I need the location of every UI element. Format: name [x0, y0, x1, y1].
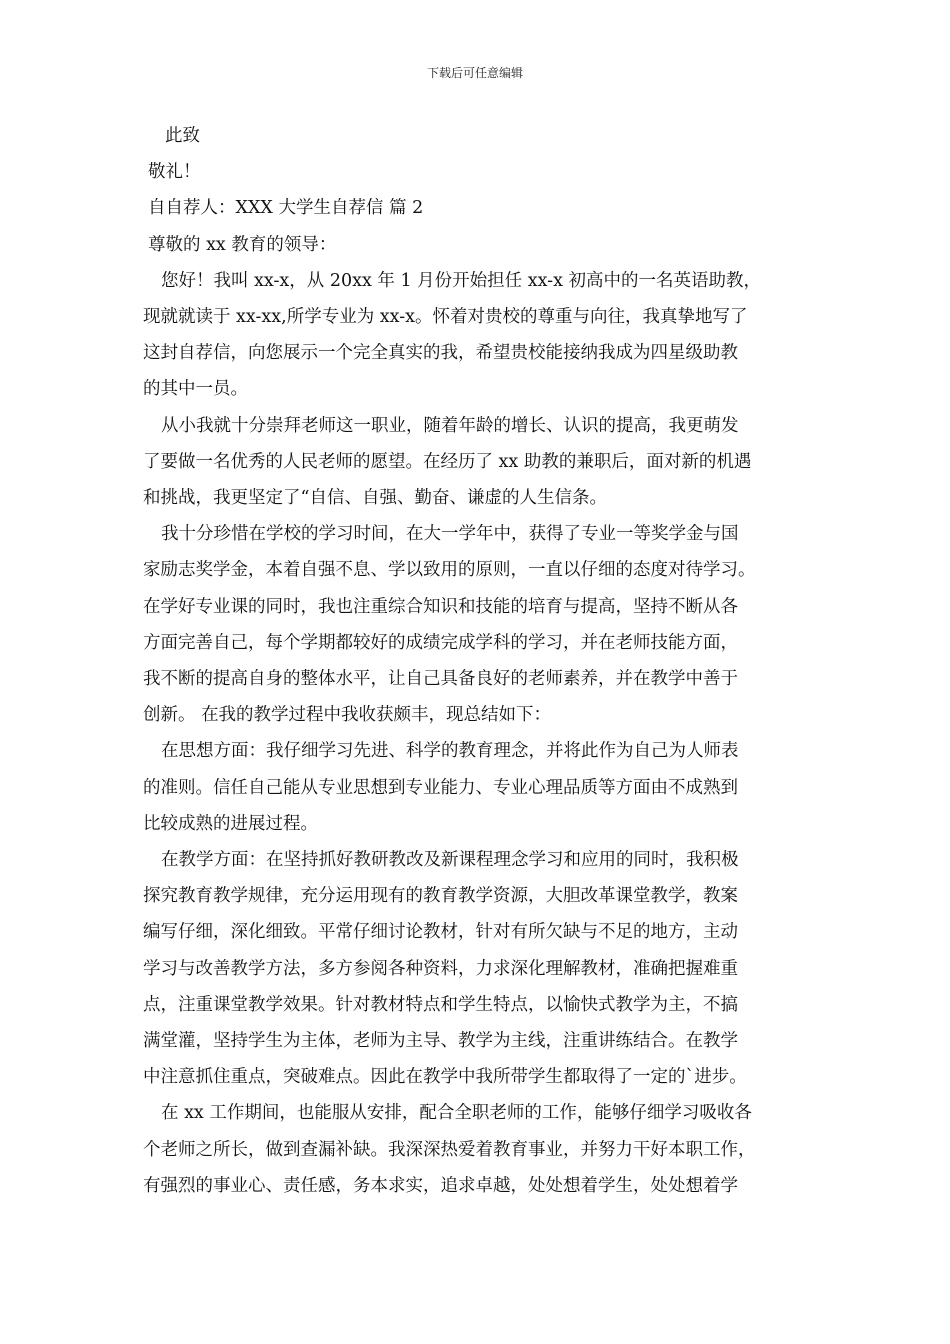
paragraph-line: 这封自荐信，向您展示一个完全真实的我，希望贵校能接纳我成为四星级助教	[143, 343, 738, 364]
paragraph-line: 学习与改善教学方法，多方参阅各种资料，力求深化理解教材，准确把握难重	[143, 958, 738, 979]
paragraph-line: 创新。 在我的教学过程中我收获颇丰，现总结如下：	[143, 705, 552, 726]
paragraph-line: 比较成熟的进展过程。	[143, 813, 318, 834]
paragraph-line: 在思想方面：我仔细学习先进、科学的教育理念，并将此作为自己为人师表	[161, 741, 739, 762]
paragraph-line: 在学好专业课的同时，我也注重综合知识和技能的培育与提高，坚持不断从各	[143, 596, 738, 617]
paragraph-line: 您好！我叫 xx-x，从 20xx 年 1 月份开始担任 xx-x 初高中的一名英语助教，	[161, 270, 762, 291]
paragraph-line: 个老师之所长，做到查漏补缺。我深深热爱着教育事业，并努力干好本职工作，	[143, 1139, 756, 1160]
paragraph-line: 满堂灌，坚持学生为主体，老师为主导、教学为主线，注重讲练结合。在教学	[143, 1031, 738, 1052]
paragraph-line: 有强烈的事业心、责任感，务本求实，追求卓越，处处想着学生，处处想着学	[143, 1175, 738, 1196]
paragraph-line: 了要做一名优秀的人民老师的愿望。在经历了 xx 助教的兼职后，面对新的机遇	[143, 451, 752, 472]
paragraph-line: 我不断的提高自身的整体水平，让自己具备良好的老师素养，并在教学中善于	[143, 669, 738, 690]
signature-title-line: 自自荐人：XXX 大学生自荐信 篇 2	[148, 198, 424, 219]
paragraph-line: 编写仔细，深化细致。平常仔细讨论教材，针对有所欠缺与不足的地方，主动	[143, 922, 738, 943]
paragraph-line: 从小我就十分崇拜老师这一职业，随着年龄的增长、认识的提高，我更萌发	[161, 415, 739, 436]
paragraph-line: 在 xx 工作期间，也能服从安排，配合全职老师的工作，能够仔细学习吸收各	[161, 1103, 752, 1124]
closing-line: 此致	[165, 126, 200, 146]
paragraph-line: 点，注重课堂教学效果。针对教材特点和学生特点，以愉快式教学为主，不搞	[143, 994, 738, 1015]
greeting-line: 尊敬的 xx 教育的领导：	[148, 234, 337, 255]
paragraph-line: 方面完善自己，每个学期都较好的成绩完成学科的学习，并在老师技能方面，	[143, 632, 738, 653]
page-header-note: 下载后可任意编辑	[426, 66, 523, 80]
paragraph-line: 家励志奖学金，本着自强不息、学以致用的原则，一直以仔细的态度对待学习。	[143, 560, 756, 581]
paragraph-line: 中注意抓住重点，突破难点。因此在教学中我所带学生都取得了一定的`进步。	[143, 1067, 747, 1088]
paragraph-line: 现就就读于 xx-xx,所学专业为 xx-x。怀着对贵校的尊重与向往，我真挚地写了	[143, 307, 748, 328]
paragraph-line: 的其中一员。	[143, 379, 248, 400]
paragraph-line: 在教学方面：在坚持抓好教研教改及新课程理念学习和应用的同时，我积极	[161, 850, 739, 871]
salutation-line: 敬礼！	[148, 162, 201, 183]
document-body	[143, 118, 815, 1204]
paragraph-line: 和挑战，我更坚定了“自信、自强、勤奋、谦虚的人生信条。	[143, 488, 607, 509]
paragraph-line: 的准则。信任自己能从专业思想到专业能力、专业心理品质等方面由不成熟到	[143, 777, 738, 798]
paragraph-line: 我十分珍惜在学校的学习时间，在大一学年中，获得了专业一等奖学金与国	[161, 524, 739, 545]
paragraph-line: 探究教育教学规律，充分运用现有的教育教学资源，大胆改革课堂教学，教案	[143, 886, 738, 907]
